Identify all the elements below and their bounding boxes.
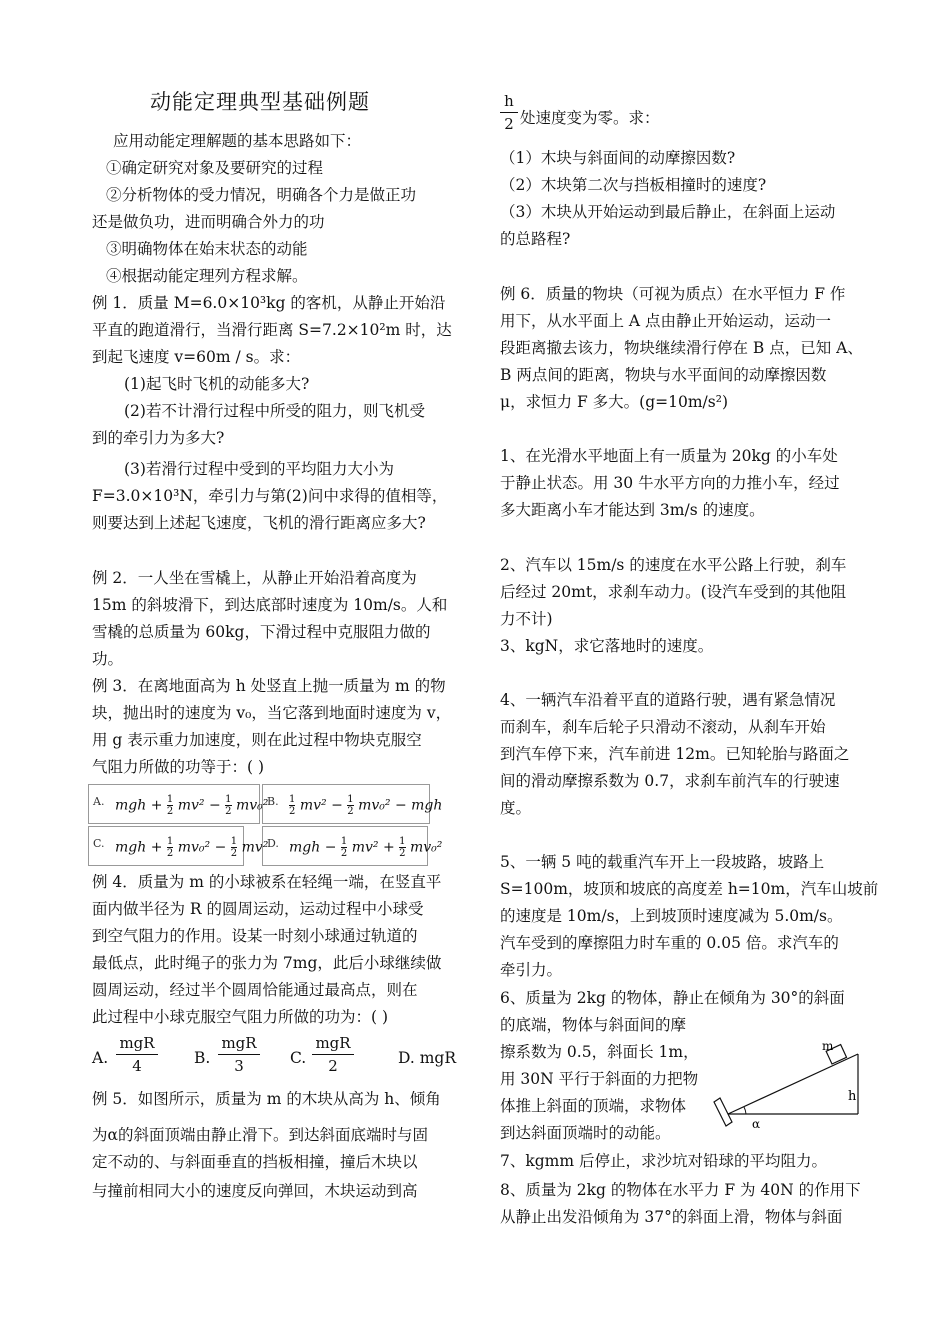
page-title: 动能定理典型基础例题: [150, 90, 370, 114]
problem-6-line: 到达斜面顶端时的动能。: [500, 1124, 671, 1142]
example-4-line: 到空气阻力的作用。设某一时刻小球通过轨道的: [92, 927, 418, 945]
problem-1-line: 1、在光滑水平地面上有一质量为 20kg 的小车处: [500, 447, 838, 465]
problem-5-line: 汽车受到的摩擦阻力时车重的 0.05 倍。求汽车的: [500, 934, 839, 952]
option-b-box: [262, 784, 443, 824]
example-2-line: 例 2．一人坐在雪橇上，从静止开始沿着高度为: [92, 569, 417, 587]
option-b-formula: $\frac{1}{2}$ mv² − $\frac{1}{2}$ mv₀² − mgh: [289, 794, 443, 817]
example-3-line: 例 3．在离地面高为 h 处竖直上抛一质量为 m 的物: [92, 677, 446, 695]
problem-8-line: 8、质量为 2kg 的物体在水平力 F 为 40N 的作用下: [500, 1181, 861, 1199]
step-2-cont: 还是做负功，进而明确合外力的功: [92, 213, 325, 231]
problem-6-line: 用 30N 平行于斜面的力把物: [500, 1070, 699, 1088]
example-4-line: 圆周运动，经过半个圆周恰能通过最高点，则在: [92, 981, 418, 999]
example-1-line: (1)起飞时飞机的动能多大?: [124, 375, 310, 393]
diagram-mass-label: m: [822, 1039, 834, 1053]
problem-2-line: 2、汽车以 15m/s 的速度在水平公路上行驶，刹车: [500, 556, 847, 574]
option-a-label: A.: [93, 795, 105, 808]
example-5-line: 为α的斜面顶端由静止滑下。到达斜面底端时与固: [92, 1126, 428, 1144]
problem-6-line: 体推上斜面的顶端，求物体: [500, 1097, 687, 1115]
option-c-formula: mgh + $\frac{1}{2}$ mv₀² − $\frac{1}{2}$ mv²: [115, 836, 269, 859]
problem-5-line: 的速度是 10m/s，上到坡顶时速度减为 5.0m/s。: [500, 907, 843, 925]
step-2: ②分析物体的受力情况，明确各个力是做正功: [106, 186, 417, 204]
diagram-height-label: h: [848, 1089, 857, 1104]
question-2: （2）木块第二次与挡板相撞时的速度?: [500, 176, 767, 194]
problem-1-line: 于静止状态。用 30 牛水平方向的力推小车，经过: [500, 474, 840, 492]
option-c-label: C.: [93, 837, 105, 850]
option-b-label: B.: [267, 795, 279, 808]
step-1: ①确定研究对象及要研究的过程: [106, 159, 324, 177]
example-2-line: 雪橇的总质量为 60kg，下滑过程中克服阻力做的: [92, 623, 431, 641]
example-4-line: 例 4．质量为 m 的小球被系在轻绳一端，在竖直平: [92, 873, 442, 891]
answer-b-fraction: mgR 3: [218, 1034, 260, 1075]
example-3-line: 块，抛出时的速度为 v₀，当它落到地面时速度为 v，: [92, 704, 452, 722]
problem-3-line: 3、kgN，求它落地时的速度。: [500, 637, 714, 655]
problem-4-line: 间的滑动摩擦系数为 0.7，求刹车前汽车的行驶速: [500, 772, 840, 790]
example-6-line: 用下，从水平面上 A 点由静止开始运动，运动一: [500, 312, 832, 330]
answer-b-label: B.: [194, 1049, 211, 1067]
example-6-line: 例 6．质量的物块（可视为质点）在水平恒力 F 作: [500, 285, 846, 303]
example-6-line: μ，求恒力 F 多大。(g=10m/s²): [500, 393, 728, 411]
question-3: （3）木块从开始运动到最后静止，在斜面上运动: [500, 203, 836, 221]
example-5-cont: 处速度变为零。求：: [520, 109, 660, 127]
problem-1-line: 多大距离小车才能达到 3m/s 的速度。: [500, 501, 765, 519]
step-4: ④根据动能定理列方程求解。: [106, 267, 308, 285]
example-4-line: 此过程中小球克服空气阻力所做的功为：( ): [92, 1008, 389, 1026]
example-1-line: 例 1．质量 M=6.0×10³kg 的客机，从静止开始沿: [92, 294, 446, 312]
example-5-line: 例 5．如图所示，质量为 m 的木块从高为 h、倾角: [92, 1090, 441, 1108]
problem-4-line: 到汽车停下来，汽车前进 12m。已知轮胎与路面之: [500, 745, 850, 763]
problem-4-line: 而刹车，刹车后轮子只滑动不滚动，从刹车开始: [500, 718, 826, 736]
example-3-line: 气阻力所做的功等于：( ): [92, 758, 265, 776]
problem-6-line: 的底端，物体与斜面间的摩: [500, 1016, 687, 1034]
problem-6-line: 6、质量为 2kg 的物体，静止在倾角为 30°的斜面: [500, 989, 845, 1007]
step-3: ③明确物体在始末状态的动能: [106, 240, 308, 258]
option-d-box: [262, 826, 443, 866]
example-1-line: (3)若滑行过程中受到的平均阻力大小为: [124, 460, 394, 478]
diagram-angle-label: α: [752, 1117, 761, 1131]
example-1-line: F=3.0×10³N，牵引力与第(2)问中求得的值相等，: [92, 487, 448, 505]
problem-2-line: 力不计): [500, 610, 553, 628]
problem-7-line: 7、kgmm 后停止，求沙坑对铅球的平均阻力。: [500, 1152, 827, 1170]
example-5-line: 定不动的、与斜面垂直的挡板相撞，撞后木块以: [92, 1153, 418, 1171]
example-4-line: 最低点，此时绳子的张力为 7mg，此后小球继续做: [92, 954, 442, 972]
example-6-line: 段距离撤去该力，物块继续滑行停在 B 点，已知 A、: [500, 339, 863, 357]
h-over-2-fraction: h 2: [500, 92, 518, 133]
problem-6-line: 擦系数为 0.5，斜面长 1m，: [500, 1043, 699, 1061]
answer-d-label: D. mgR: [398, 1049, 457, 1067]
problem-2-line: 后经过 20mt，求刹车动力。(设汽车受到的其他阻: [500, 583, 847, 601]
problem-4-line: 4、一辆汽车沿着平直的道路行驶，遇有紧急情况: [500, 691, 836, 709]
answer-a-fraction: mgR 4: [116, 1034, 158, 1075]
question-3-cont: 的总路程?: [500, 230, 571, 248]
example-1-line: (2)若不计滑行过程中所受的阻力，则飞机受: [124, 402, 425, 420]
option-c-box: [88, 826, 269, 866]
option-d-formula: mgh − $\frac{1}{2}$ mv² + $\frac{1}{2}$ mv₀²: [289, 836, 443, 859]
problem-4-line: 度。: [500, 799, 532, 817]
intro-text: 应用动能定理解题的基本思路如下：: [113, 132, 362, 150]
example-1-line: 平直的跑道滑行，当滑行距离 S=7.2×10²m 时，达: [92, 321, 452, 339]
incline-diagram: [708, 1032, 866, 1132]
answer-c-label: C.: [290, 1049, 307, 1067]
problem-5-line: S=100m，坡顶和坡底的高度差 h=10m，汽车山坡前: [500, 880, 879, 898]
answer-c-fraction: mgR 2: [312, 1034, 354, 1075]
example-5-line: 与撞前相同大小的速度反向弹回，木块运动到高: [92, 1182, 418, 1200]
example-1-line: 到起飞速度 v=60m / s。求：: [92, 348, 301, 366]
option-d-label: D.: [267, 837, 279, 850]
example-4-line: 面内做半径为 R 的圆周运动，运动过程中小球受: [92, 900, 424, 918]
example-6-line: B 两点间的距离，物块与水平面间的动摩擦因数: [500, 366, 827, 384]
option-a-box: [88, 784, 269, 824]
answer-a-label: A.: [92, 1049, 109, 1067]
example-1-line: 到的牵引力为多大?: [92, 429, 225, 447]
problem-5-line: 牵引力。: [500, 961, 563, 979]
problem-8-line: 从静止出发沿倾角为 37°的斜面上滑，物体与斜面: [500, 1208, 843, 1226]
example-2-line: 15m 的斜坡滑下，到达底部时速度为 10m/s。人和: [92, 596, 448, 614]
question-1: （1）木块与斜面间的动摩擦因数?: [500, 149, 736, 167]
example-3-line: 用 g 表示重力加速度，则在此过程中物块克服空: [92, 731, 422, 749]
example-2-line: 功。: [92, 650, 124, 668]
option-a-formula: mgh + $\frac{1}{2}$ mv² − $\frac{1}{2}$ mv₀²: [115, 794, 269, 817]
problem-5-line: 5、一辆 5 吨的载重汽车开上一段坡路，坡路上: [500, 853, 825, 871]
example-1-line: 则要达到上述起飞速度，飞机的滑行距离应多大?: [92, 514, 426, 532]
